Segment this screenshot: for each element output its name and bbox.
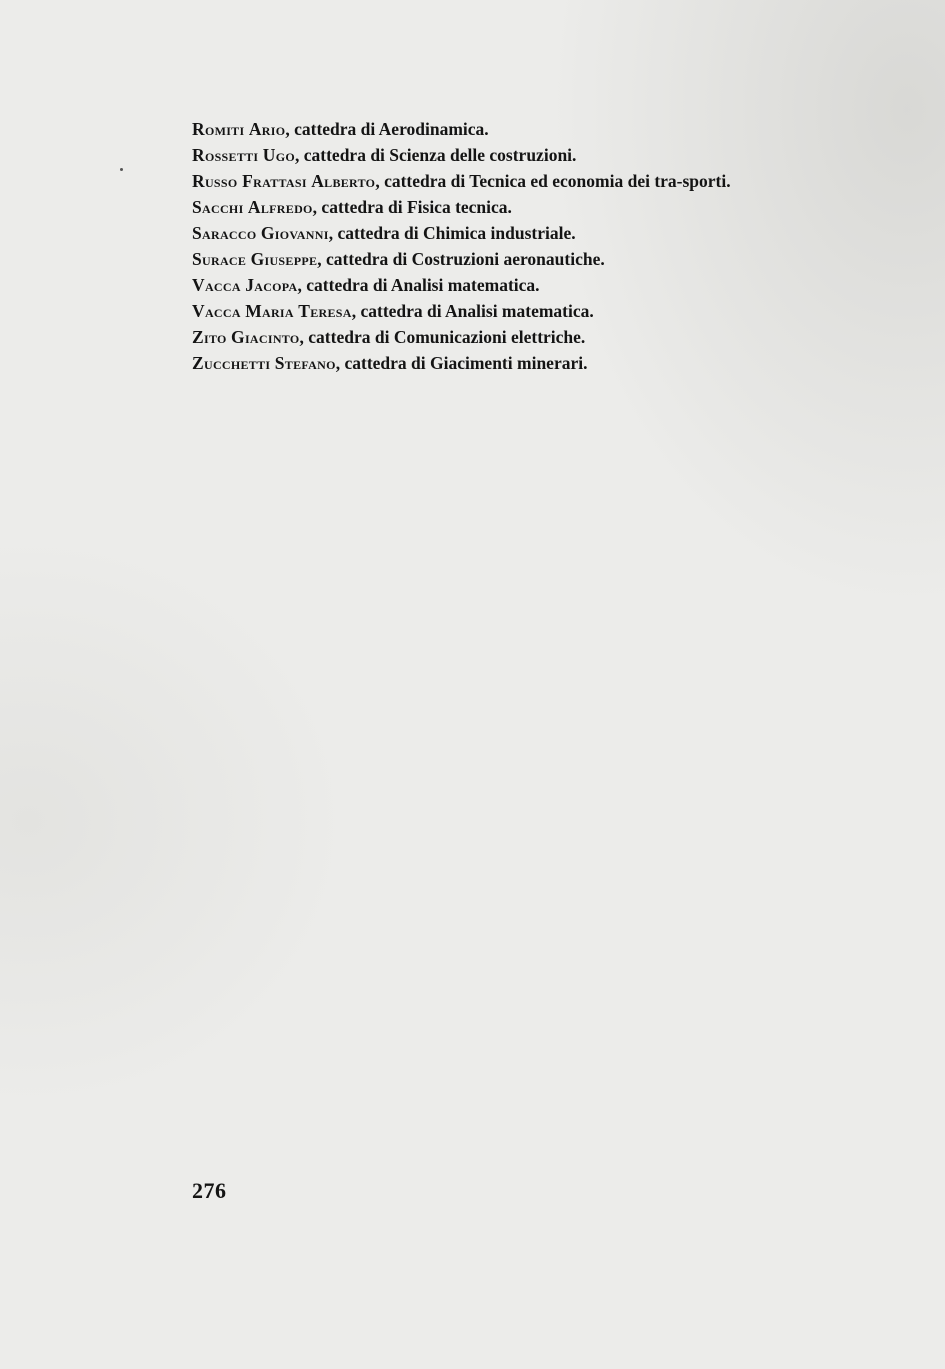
person-surname: Zucchetti	[192, 353, 271, 373]
person-surname: Vacca	[192, 301, 241, 321]
person-surname: Sacchi	[192, 197, 244, 217]
list-item	[192, 246, 832, 272]
person-surname: Rossetti	[192, 145, 259, 165]
person-name: Alfredo	[247, 197, 313, 217]
faculty-list	[192, 116, 832, 376]
list-item	[192, 168, 832, 194]
person-name: Ario	[248, 119, 286, 139]
person-name: Giuseppe	[250, 249, 318, 269]
person-role: , cattedra di Analisi matematica.	[351, 301, 594, 321]
person-name: Maria Teresa	[245, 301, 352, 321]
person-role: , cattedra di Aerodinamica.	[285, 119, 489, 139]
list-item	[192, 220, 832, 246]
person-surname: Zito	[192, 327, 227, 347]
person-name: Jacopa	[245, 275, 298, 295]
person-role: , cattedra di Tecnica ed economia dei tra-sporti.	[375, 171, 731, 191]
person-surname: Saracco	[192, 223, 257, 243]
person-role: , cattedra di Scienza delle costruzioni.	[295, 145, 577, 165]
person-name: Giacinto	[231, 327, 300, 347]
list-item	[192, 116, 832, 142]
list-item	[192, 272, 832, 298]
person-surname: Surace	[192, 249, 247, 269]
person-name: Ugo	[262, 145, 295, 165]
list-item	[192, 298, 832, 324]
person-name: Giovanni	[260, 223, 329, 243]
person-role: , cattedra di Costruzioni aeronautiche.	[317, 249, 605, 269]
list-item	[192, 194, 832, 220]
person-name: Stefano	[274, 353, 336, 373]
list-item	[192, 324, 832, 350]
person-role: , cattedra di Giacimenti minerari.	[335, 353, 588, 373]
page-number: 276	[192, 1178, 227, 1203]
list-item	[192, 142, 832, 168]
print-speck	[120, 168, 123, 171]
person-role: , cattedra di Fisica tecnica.	[312, 197, 512, 217]
person-surname: Russo Frattasi	[192, 171, 307, 191]
person-role: , cattedra di Chimica industriale.	[328, 223, 576, 243]
person-name: Alberto	[311, 171, 376, 191]
person-surname: Romiti	[192, 119, 245, 139]
person-surname: Vacca	[192, 275, 241, 295]
person-role: , cattedra di Analisi matematica.	[297, 275, 540, 295]
person-role: , cattedra di Comunicazioni elettriche.	[299, 327, 586, 347]
list-item	[192, 350, 832, 376]
